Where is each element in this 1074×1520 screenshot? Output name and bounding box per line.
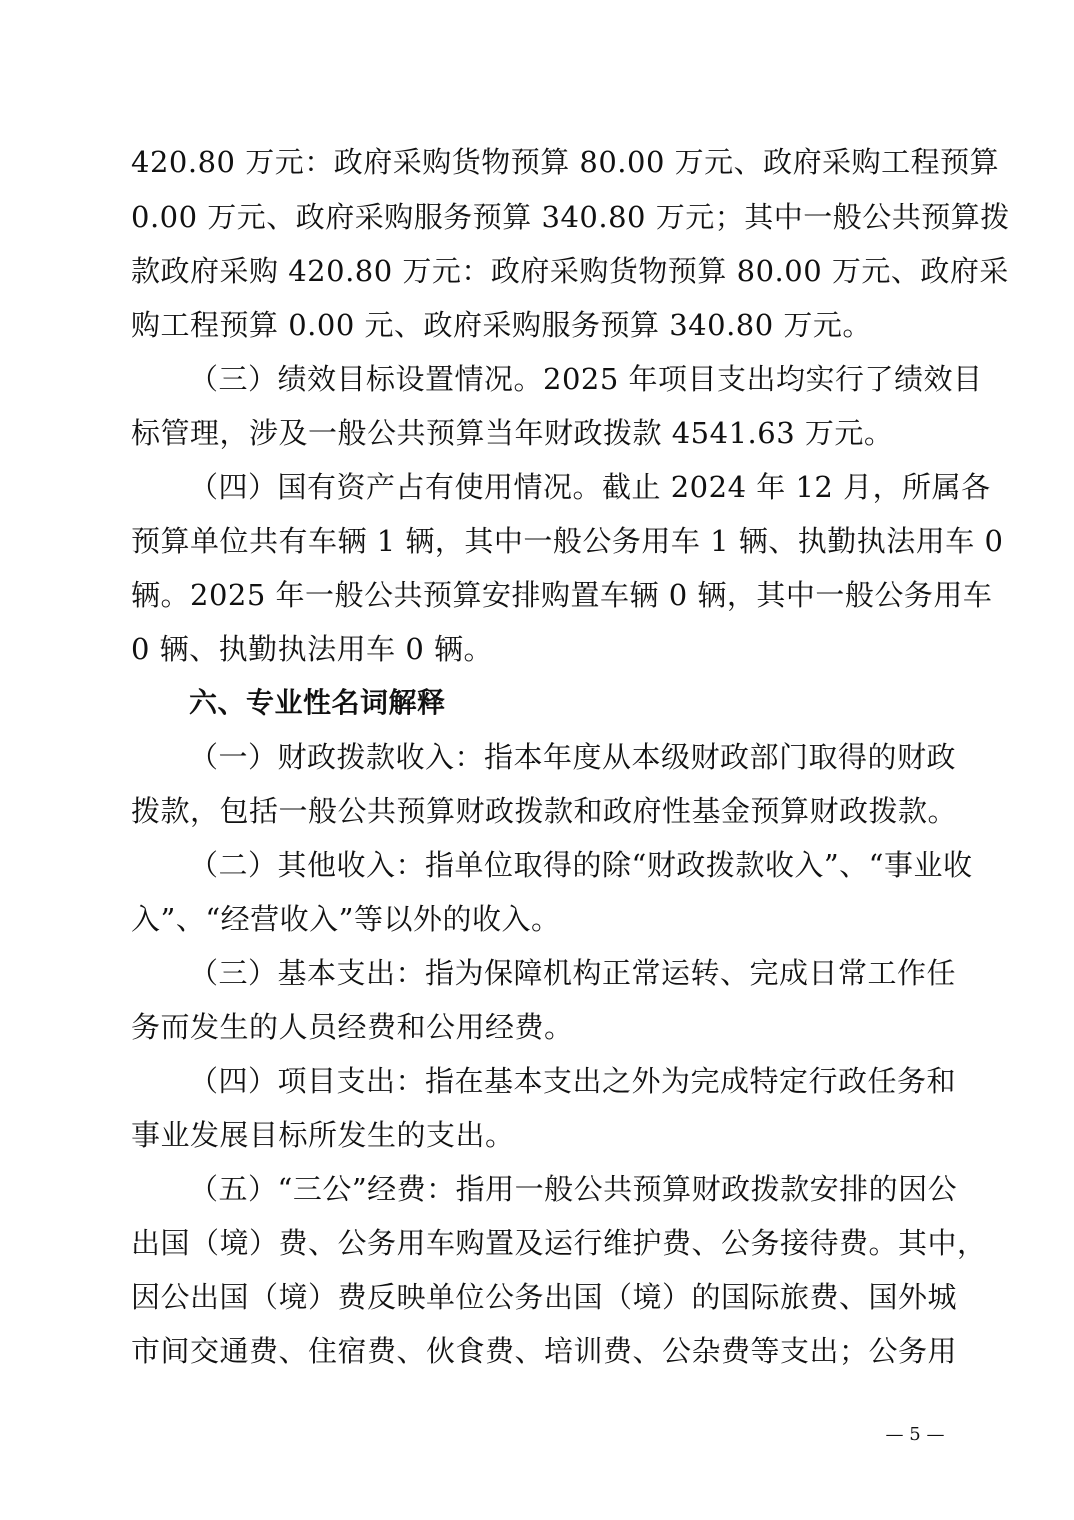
text-line: 拨款，包括一般公共预算财政拨款和政府性基金预算财政拨款。	[131, 794, 958, 828]
text-line: 标管理，涉及一般公共预算当年财政拨款 4541.63 万元。	[131, 416, 894, 450]
text-line: 因公出国（境）费反映单位公务出国（境）的国际旅费、国外城	[131, 1280, 958, 1314]
text-line: 款政府采购 420.80 万元：政府采购货物预算 80.00 万元、政府采	[131, 254, 1009, 288]
text-line: （五）“三公”经费：指用一般公共预算财政拨款安排的因公	[189, 1172, 958, 1206]
text-line: 事业发展目标所发生的支出。	[131, 1118, 515, 1152]
text-line: 入”、“经营收入”等以外的收入。	[131, 902, 561, 936]
text-line: 务而发生的人员经费和公用经费。	[131, 1010, 574, 1044]
text-line: 市间交通费、住宿费、伙食费、培训费、公杂费等支出；公务用	[131, 1334, 958, 1368]
text-line: 0 辆、执勤执法用车 0 辆。	[131, 632, 494, 666]
page-number: — 5 —	[885, 1424, 945, 1445]
text-line: （一）财政拨款收入：指本年度从本级财政部门取得的财政	[189, 740, 957, 774]
text-line: 预算单位共有车辆 1 辆，其中一般公务用车 1 辆、执勤执法用车 0	[131, 524, 1004, 558]
text-line: 0.00 万元、政府采购服务预算 340.80 万元；其中一般公共预算拨	[131, 200, 1010, 234]
text-line: （三）绩效目标设置情况。2025 年项目支出均实行了绩效目	[189, 362, 983, 396]
text-line: 出国（境）费、公务用车购置及运行维护费、公务接待费。其中，	[131, 1226, 987, 1260]
text-line: （三）基本支出：指为保障机构正常运转、完成日常工作任	[189, 956, 957, 990]
text-line: 购工程预算 0.00 元、政府采购服务预算 340.80 万元。	[131, 308, 872, 342]
text-line: 420.80 万元：政府采购货物预算 80.00 万元、政府采购工程预算	[131, 145, 1000, 179]
text-line: 辆。2025 年一般公共预算安排购置车辆 0 辆，其中一般公务用车	[131, 578, 993, 612]
text-line: （四）项目支出：指在基本支出之外为完成特定行政任务和	[189, 1064, 957, 1098]
text-line: （四）国有资产占有使用情况。截止 2024 年 12 月，所属各	[189, 470, 991, 504]
section-heading: 六、专业性名词解释	[189, 686, 446, 719]
text-line: （二）其他收入：指单位取得的除“财政拨款收入”、“事业收	[189, 848, 973, 882]
